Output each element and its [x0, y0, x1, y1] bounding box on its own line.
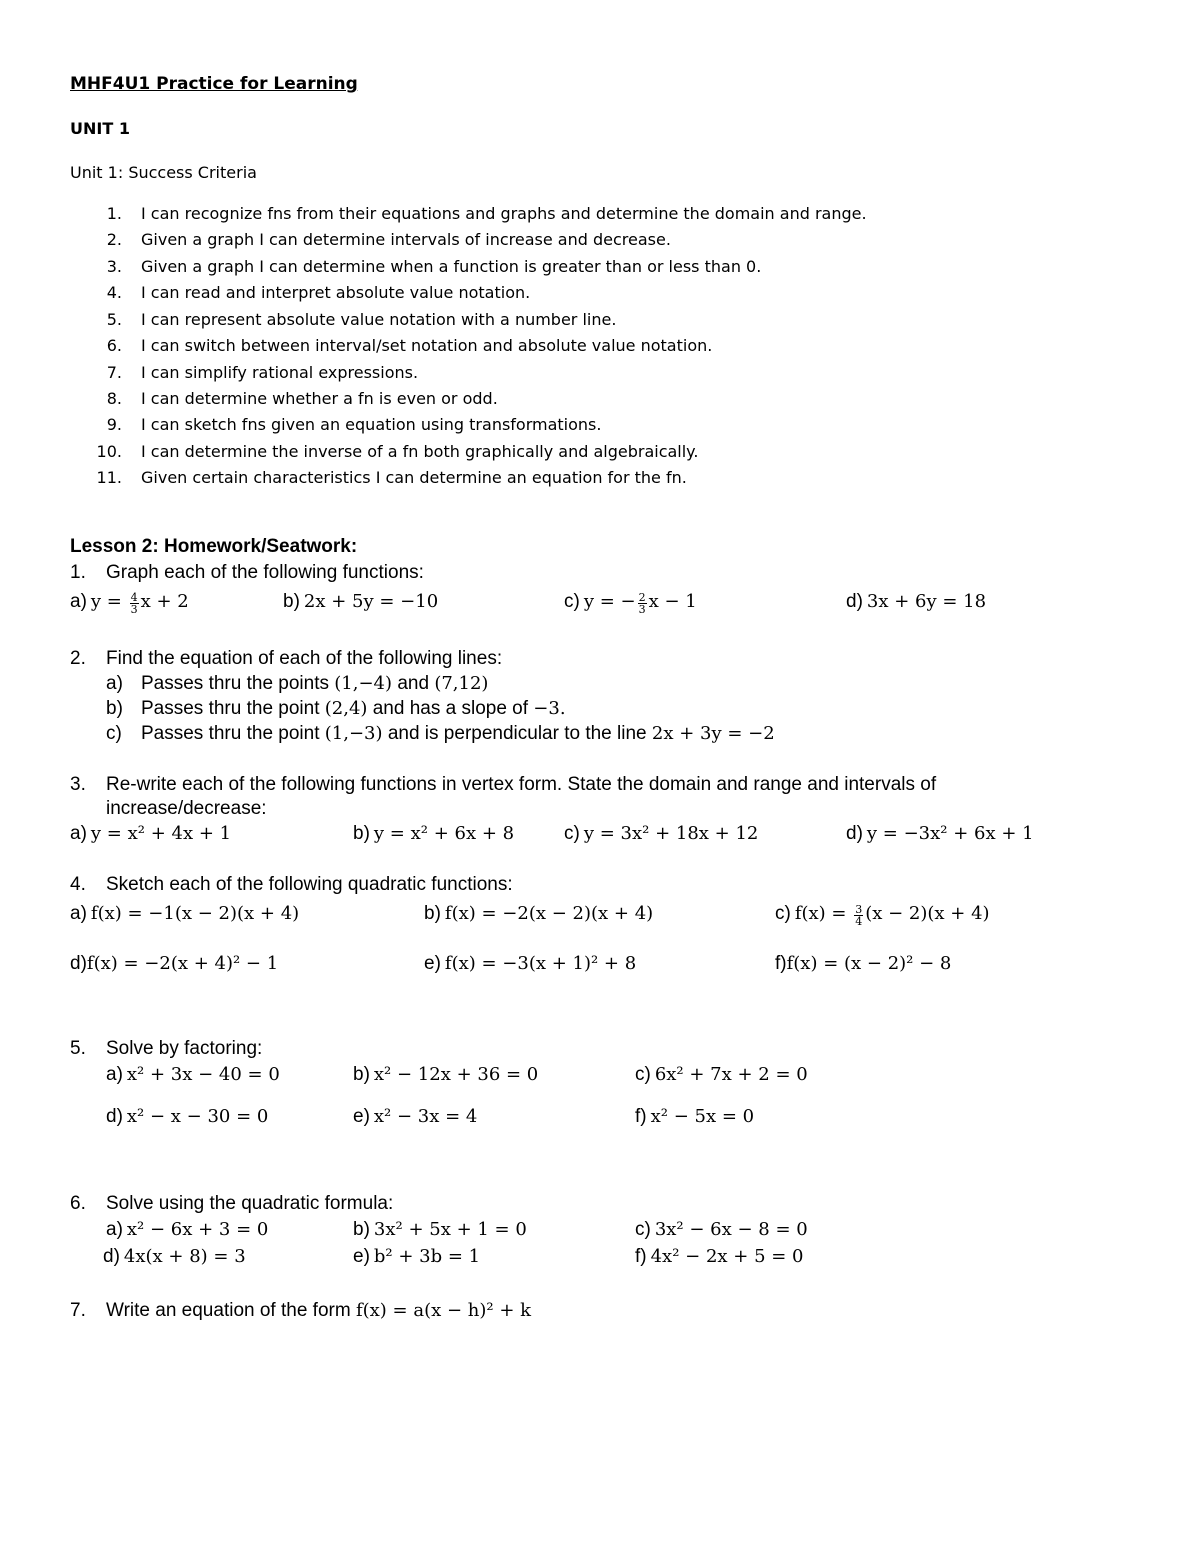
fraction: [854, 904, 863, 927]
part-label: c): [564, 823, 580, 844]
part-label: a): [106, 1064, 123, 1085]
unit-heading: UNIT 1: [70, 119, 130, 138]
equation: x² + 3x − 40 = 0: [126, 1064, 280, 1085]
criteria-item: Given a graph I can determine intervals of increase and decrease.: [141, 230, 671, 249]
question-number: 7.: [70, 1300, 86, 1321]
criteria-item: Given certain characteristics I can determine an equation for the fn.: [141, 468, 687, 487]
math-expression: (7,12): [434, 673, 489, 694]
part-text: and is perpendicular to the line: [382, 723, 652, 744]
q3-part-b: [353, 823, 514, 845]
question-text: Solve by factoring:: [106, 1038, 263, 1059]
part-text: and: [392, 673, 435, 694]
q2-part-a: [141, 673, 488, 695]
criteria-number: 3.: [106, 257, 122, 276]
q4-part-f: [775, 953, 951, 975]
question-number: 2.: [70, 648, 86, 669]
q4-part-d: [70, 953, 278, 975]
question-text: Graph each of the following functions:: [106, 562, 424, 583]
part-label: a): [70, 903, 87, 924]
q4-part-a: [70, 903, 299, 925]
equation: 2x + 5y = −10: [303, 591, 439, 612]
criteria-item: I can recognize fns from their equations and graphs and determine the domain and range.: [141, 204, 867, 223]
fraction-numerator: 3: [855, 902, 863, 916]
q3-part-d: [846, 823, 1034, 845]
fraction-denominator: 3: [130, 602, 138, 616]
equation: f(x) = −1(x − 2)(x + 4): [90, 903, 300, 924]
criteria-number: 11.: [96, 468, 122, 487]
q1-part-b: [283, 591, 438, 613]
equation-suffix: (x − 2)(x + 4): [865, 903, 990, 924]
part-label: d): [103, 1246, 120, 1267]
part-label: f): [635, 1246, 647, 1267]
part-text: Passes thru the point: [141, 698, 325, 719]
q1-part-a: [70, 591, 189, 615]
part-label: a): [106, 673, 123, 694]
q5-part-d: [106, 1106, 268, 1128]
criteria-item: I can read and interpret absolute value notation.: [141, 283, 531, 302]
part-label: d): [846, 591, 863, 612]
q6-part-d: [103, 1246, 246, 1268]
question-number: 4.: [70, 874, 86, 895]
criteria-item: I can sketch fns given an equation using transformations.: [141, 415, 602, 434]
question-text: Solve using the quadratic formula:: [106, 1193, 394, 1214]
equation-suffix: x + 2: [140, 591, 189, 612]
q6-part-a: [106, 1219, 268, 1241]
fraction: [130, 592, 139, 615]
part-label: c): [635, 1219, 651, 1240]
equation: y = 3x² + 18x + 12: [583, 823, 759, 844]
math-expression: 2x + 3y = −2: [651, 723, 775, 744]
criteria-number: 2.: [106, 230, 122, 249]
part-label: c): [635, 1064, 651, 1085]
equation: f(x) = −3(x + 1)² + 8: [444, 953, 637, 974]
part-text: Passes thru the point: [141, 723, 325, 744]
fraction-numerator: 2: [638, 590, 646, 604]
part-text: and has a slope of: [367, 698, 534, 719]
part-label: b): [424, 903, 441, 924]
equation: x² − 5x = 0: [650, 1106, 755, 1127]
part-label: f): [635, 1106, 647, 1127]
criteria-item: I can determine whether a fn is even or odd.: [141, 389, 498, 408]
part-label: e): [353, 1106, 370, 1127]
part-label: b): [283, 591, 300, 612]
equation: f(x) = −2(x + 4)² − 1: [86, 953, 279, 974]
equation: x² − 3x = 4: [373, 1106, 478, 1127]
criteria-number: 9.: [106, 415, 122, 434]
equation: f(x) = −2(x − 2)(x + 4): [444, 903, 654, 924]
q2-part-b: [141, 698, 566, 720]
q5-part-c: [635, 1064, 808, 1086]
fraction-numerator: 4: [130, 590, 138, 604]
q1-part-c: [564, 591, 697, 615]
question-number: 6.: [70, 1193, 86, 1214]
part-label: a): [106, 1219, 123, 1240]
criteria-number: 7.: [106, 363, 122, 382]
part-text: Passes thru the points: [141, 673, 335, 694]
equation-prefix: y =: [90, 591, 128, 612]
equation: y = x² + 4x + 1: [90, 823, 232, 844]
q6-part-b: [353, 1219, 527, 1241]
fraction-denominator: 4: [855, 914, 863, 928]
part-label: b): [106, 698, 123, 719]
q4-part-e: [424, 953, 636, 975]
part-label: d): [106, 1106, 123, 1127]
part-label: b): [353, 1064, 370, 1085]
part-label: d): [846, 823, 863, 844]
criteria-number: 8.: [106, 389, 122, 408]
q4-part-b: [424, 903, 653, 925]
criteria-item: I can switch between interval/set notation and absolute value notation.: [141, 336, 713, 355]
part-label: e): [353, 1246, 370, 1267]
math-expression: (2,4): [324, 698, 368, 719]
part-label: c): [775, 903, 791, 924]
part-label: b): [353, 1219, 370, 1240]
equation: x² − 12x + 36 = 0: [373, 1064, 539, 1085]
equation-prefix: f(x) =: [794, 903, 853, 924]
part-label: e): [424, 953, 441, 974]
q5-part-e: [353, 1106, 477, 1128]
q5-part-a: [106, 1064, 280, 1086]
equation: 6x² + 7x + 2 = 0: [654, 1064, 808, 1085]
equation-suffix: x − 1: [648, 591, 697, 612]
q7-body: [106, 1300, 531, 1322]
part-label: c): [106, 723, 122, 744]
equation: x² − x − 30 = 0: [126, 1106, 269, 1127]
part-label: f): [775, 953, 787, 974]
q5-part-b: [353, 1064, 538, 1086]
q6-part-e: [353, 1246, 480, 1268]
criteria-number: 4.: [106, 283, 122, 302]
part-label: b): [353, 823, 370, 844]
part-label: c): [564, 591, 580, 612]
q2-part-c: [141, 723, 775, 745]
fraction-denominator: 3: [638, 602, 646, 616]
equation: 3x² − 6x − 8 = 0: [654, 1219, 808, 1240]
equation: f(x) = a(x − h)² + k: [355, 1300, 532, 1321]
equation: b² + 3b = 1: [373, 1246, 481, 1267]
q6-part-c: [635, 1219, 808, 1241]
equation: 3x + 6y = 18: [866, 591, 987, 612]
criteria-item: I can determine the inverse of a fn both graphically and algebraically.: [141, 442, 699, 461]
criteria-item: I can simplify rational expressions.: [141, 363, 419, 382]
equation: x² − 6x + 3 = 0: [126, 1219, 269, 1240]
math-expression: (1,−3): [324, 723, 383, 744]
criteria-number: 5.: [106, 310, 122, 329]
fraction: [638, 592, 647, 615]
q3-part-a: [70, 823, 231, 845]
equation-prefix: y = −: [583, 591, 636, 612]
question-number: 1.: [70, 562, 86, 583]
question-text: Sketch each of the following quadratic functions:: [106, 874, 513, 895]
question-text: Find the equation of each of the following lines:: [106, 648, 503, 669]
q5-part-f: [635, 1106, 754, 1128]
equation: y = x² + 6x + 8: [373, 823, 515, 844]
lesson-title: Lesson 2: Homework/Seatwork:: [70, 536, 358, 557]
q3-part-c: [564, 823, 758, 845]
criteria-heading: Unit 1: Success Criteria: [70, 163, 257, 182]
question-text: Write an equation of the form: [106, 1300, 356, 1321]
part-label: a): [70, 591, 87, 612]
question-number: 3.: [70, 774, 86, 795]
criteria-number: 10.: [96, 442, 122, 461]
math-expression: −3.: [533, 698, 566, 719]
equation: 3x² + 5x + 1 = 0: [373, 1219, 527, 1240]
question-text-continued: increase/decrease:: [106, 798, 267, 819]
q4-part-c: [775, 903, 990, 927]
question-number: 5.: [70, 1038, 86, 1059]
document-title: MHF4U1 Practice for Learning: [70, 74, 358, 94]
equation: f(x) = (x − 2)² − 8: [786, 953, 952, 974]
criteria-item: Given a graph I can determine when a function is greater than or less than 0.: [141, 257, 762, 276]
equation: 4x² − 2x + 5 = 0: [650, 1246, 804, 1267]
equation: y = −3x² + 6x + 1: [866, 823, 1034, 844]
criteria-item: I can represent absolute value notation with a number line.: [141, 310, 617, 329]
criteria-number: 6.: [106, 336, 122, 355]
q6-part-f: [635, 1246, 804, 1268]
question-text: Re-write each of the following functions in vertex form. State the domain and range and intervals of: [106, 774, 937, 795]
part-label: d): [70, 953, 87, 974]
criteria-number: 1.: [106, 204, 122, 223]
q1-part-d: [846, 591, 986, 613]
equation: 4x(x + 8) = 3: [123, 1246, 246, 1267]
part-label: a): [70, 823, 87, 844]
math-expression: (1,−4): [334, 673, 393, 694]
